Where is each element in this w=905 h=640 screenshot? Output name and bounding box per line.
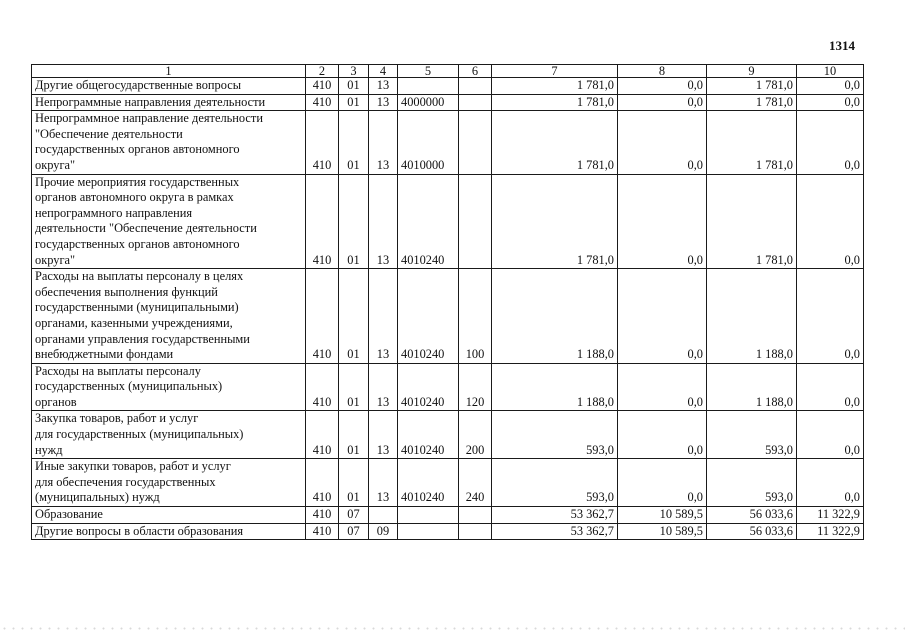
amount-col10: 0,0 xyxy=(797,411,864,459)
amount-col10: 0,0 xyxy=(797,363,864,411)
column-header: 3 xyxy=(339,65,369,78)
amount-col8: 0,0 xyxy=(618,94,707,111)
amount-col8: 10 589,5 xyxy=(618,523,707,540)
amount-col7: 53 362,7 xyxy=(492,523,618,540)
code-ministry: 410 xyxy=(306,111,339,174)
code-target: 4010240 xyxy=(398,269,459,364)
amount-col10: 0,0 xyxy=(797,94,864,111)
amount-col8: 0,0 xyxy=(618,174,707,269)
code-target xyxy=(398,523,459,540)
amount-col7: 1 781,0 xyxy=(492,111,618,174)
column-header: 7 xyxy=(492,65,618,78)
amount-col10: 0,0 xyxy=(797,111,864,174)
amount-col10: 11 322,9 xyxy=(797,523,864,540)
table-row xyxy=(32,174,864,269)
column-header: 6 xyxy=(459,65,492,78)
code-section: 01 xyxy=(339,78,369,95)
table-row xyxy=(32,111,864,174)
column-header: 4 xyxy=(369,65,398,78)
expense-name: Прочие мероприятия государственных органов автономного округа в рамках непрограммного направления деятельности "Обеспечение деятельности государственных органов автономного округа" xyxy=(32,174,306,269)
column-header: 5 xyxy=(398,65,459,78)
amount-col10: 0,0 xyxy=(797,174,864,269)
code-expense-type xyxy=(459,174,492,269)
amount-col8: 0,0 xyxy=(618,269,707,364)
amount-col9: 56 033,6 xyxy=(707,523,797,540)
code-ministry: 410 xyxy=(306,459,339,507)
table-row xyxy=(32,411,864,459)
amount-col10: 0,0 xyxy=(797,78,864,95)
code-expense-type: 240 xyxy=(459,459,492,507)
code-target: 4010000 xyxy=(398,111,459,174)
amount-col9: 1 781,0 xyxy=(707,94,797,111)
scan-noise-divider xyxy=(0,626,905,632)
amount-col7: 1 781,0 xyxy=(492,78,618,95)
amount-col10: 11 322,9 xyxy=(797,507,864,524)
code-expense-type xyxy=(459,78,492,95)
code-section: 01 xyxy=(339,363,369,411)
code-subsection: 09 xyxy=(369,523,398,540)
code-ministry: 410 xyxy=(306,94,339,111)
code-target: 4000000 xyxy=(398,94,459,111)
code-section: 07 xyxy=(339,507,369,524)
amount-col7: 593,0 xyxy=(492,411,618,459)
amount-col7: 593,0 xyxy=(492,459,618,507)
amount-col9: 1 188,0 xyxy=(707,269,797,364)
amount-col7: 1 781,0 xyxy=(492,94,618,111)
table-row xyxy=(32,363,864,411)
code-subsection xyxy=(369,507,398,524)
code-section: 01 xyxy=(339,459,369,507)
code-target: 4010240 xyxy=(398,411,459,459)
amount-col7: 53 362,7 xyxy=(492,507,618,524)
amount-col9: 1 781,0 xyxy=(707,78,797,95)
column-header: 1 xyxy=(32,65,306,78)
budget-table xyxy=(31,64,864,540)
expense-name: Другие вопросы в области образования xyxy=(32,523,306,540)
amount-col8: 0,0 xyxy=(618,78,707,95)
code-subsection: 13 xyxy=(369,269,398,364)
expense-name: Непрограммное направление деятельности "Обеспечение деятельности государственных органов автономного округа" xyxy=(32,111,306,174)
expense-name: Расходы на выплаты персоналу государственных (муниципальных) органов xyxy=(32,363,306,411)
code-ministry: 410 xyxy=(306,174,339,269)
expense-name: Иные закупки товаров, работ и услуг для обеспечения государственных (муниципальных) нужд xyxy=(32,459,306,507)
code-expense-type xyxy=(459,507,492,524)
amount-col9: 1 188,0 xyxy=(707,363,797,411)
amount-col9: 593,0 xyxy=(707,459,797,507)
code-section: 01 xyxy=(339,94,369,111)
column-header: 8 xyxy=(618,65,707,78)
amount-col10: 0,0 xyxy=(797,459,864,507)
code-section: 01 xyxy=(339,269,369,364)
code-section: 01 xyxy=(339,411,369,459)
column-header: 9 xyxy=(707,65,797,78)
expense-name: Образование xyxy=(32,507,306,524)
header-row xyxy=(32,65,864,78)
amount-col8: 0,0 xyxy=(618,411,707,459)
code-expense-type: 200 xyxy=(459,411,492,459)
table-row xyxy=(32,94,864,111)
code-subsection: 13 xyxy=(369,459,398,507)
code-ministry: 410 xyxy=(306,411,339,459)
table-row xyxy=(32,459,864,507)
code-target: 4010240 xyxy=(398,363,459,411)
code-ministry: 410 xyxy=(306,78,339,95)
column-header: 2 xyxy=(306,65,339,78)
code-section: 01 xyxy=(339,174,369,269)
amount-col8: 0,0 xyxy=(618,363,707,411)
amount-col9: 593,0 xyxy=(707,411,797,459)
code-ministry: 410 xyxy=(306,523,339,540)
amount-col7: 1 781,0 xyxy=(492,174,618,269)
page-number: 1314 xyxy=(829,38,855,53)
code-target xyxy=(398,78,459,95)
amount-col8: 0,0 xyxy=(618,111,707,174)
code-expense-type: 100 xyxy=(459,269,492,364)
code-section: 01 xyxy=(339,111,369,174)
code-target xyxy=(398,507,459,524)
table-row xyxy=(32,523,864,540)
code-subsection: 13 xyxy=(369,363,398,411)
expense-name: Непрограммные направления деятельности xyxy=(32,94,306,111)
expense-name: Расходы на выплаты персоналу в целях обеспечения выполнения функций государственными (муниципальными) органами, казенными учреждениями, органами управления государственными внебюджетными фондами xyxy=(32,269,306,364)
code-target: 4010240 xyxy=(398,459,459,507)
code-section: 07 xyxy=(339,523,369,540)
code-expense-type xyxy=(459,523,492,540)
amount-col9: 1 781,0 xyxy=(707,174,797,269)
code-target: 4010240 xyxy=(398,174,459,269)
amount-col9: 56 033,6 xyxy=(707,507,797,524)
code-expense-type: 120 xyxy=(459,363,492,411)
code-ministry: 410 xyxy=(306,363,339,411)
expense-name: Другие общегосударственные вопросы xyxy=(32,78,306,95)
code-subsection: 13 xyxy=(369,174,398,269)
code-ministry: 410 xyxy=(306,269,339,364)
code-subsection: 13 xyxy=(369,78,398,95)
amount-col8: 10 589,5 xyxy=(618,507,707,524)
table-row xyxy=(32,507,864,524)
code-subsection: 13 xyxy=(369,94,398,111)
table-row xyxy=(32,78,864,95)
amount-col7: 1 188,0 xyxy=(492,363,618,411)
code-ministry: 410 xyxy=(306,507,339,524)
amount-col10: 0,0 xyxy=(797,269,864,364)
table-row xyxy=(32,269,864,364)
code-subsection: 13 xyxy=(369,411,398,459)
amount-col9: 1 781,0 xyxy=(707,111,797,174)
expense-name: Закупка товаров, работ и услуг для государственных (муниципальных) нужд xyxy=(32,411,306,459)
amount-col8: 0,0 xyxy=(618,459,707,507)
code-expense-type xyxy=(459,111,492,174)
amount-col7: 1 188,0 xyxy=(492,269,618,364)
code-expense-type xyxy=(459,94,492,111)
code-subsection: 13 xyxy=(369,111,398,174)
column-header: 10 xyxy=(797,65,864,78)
